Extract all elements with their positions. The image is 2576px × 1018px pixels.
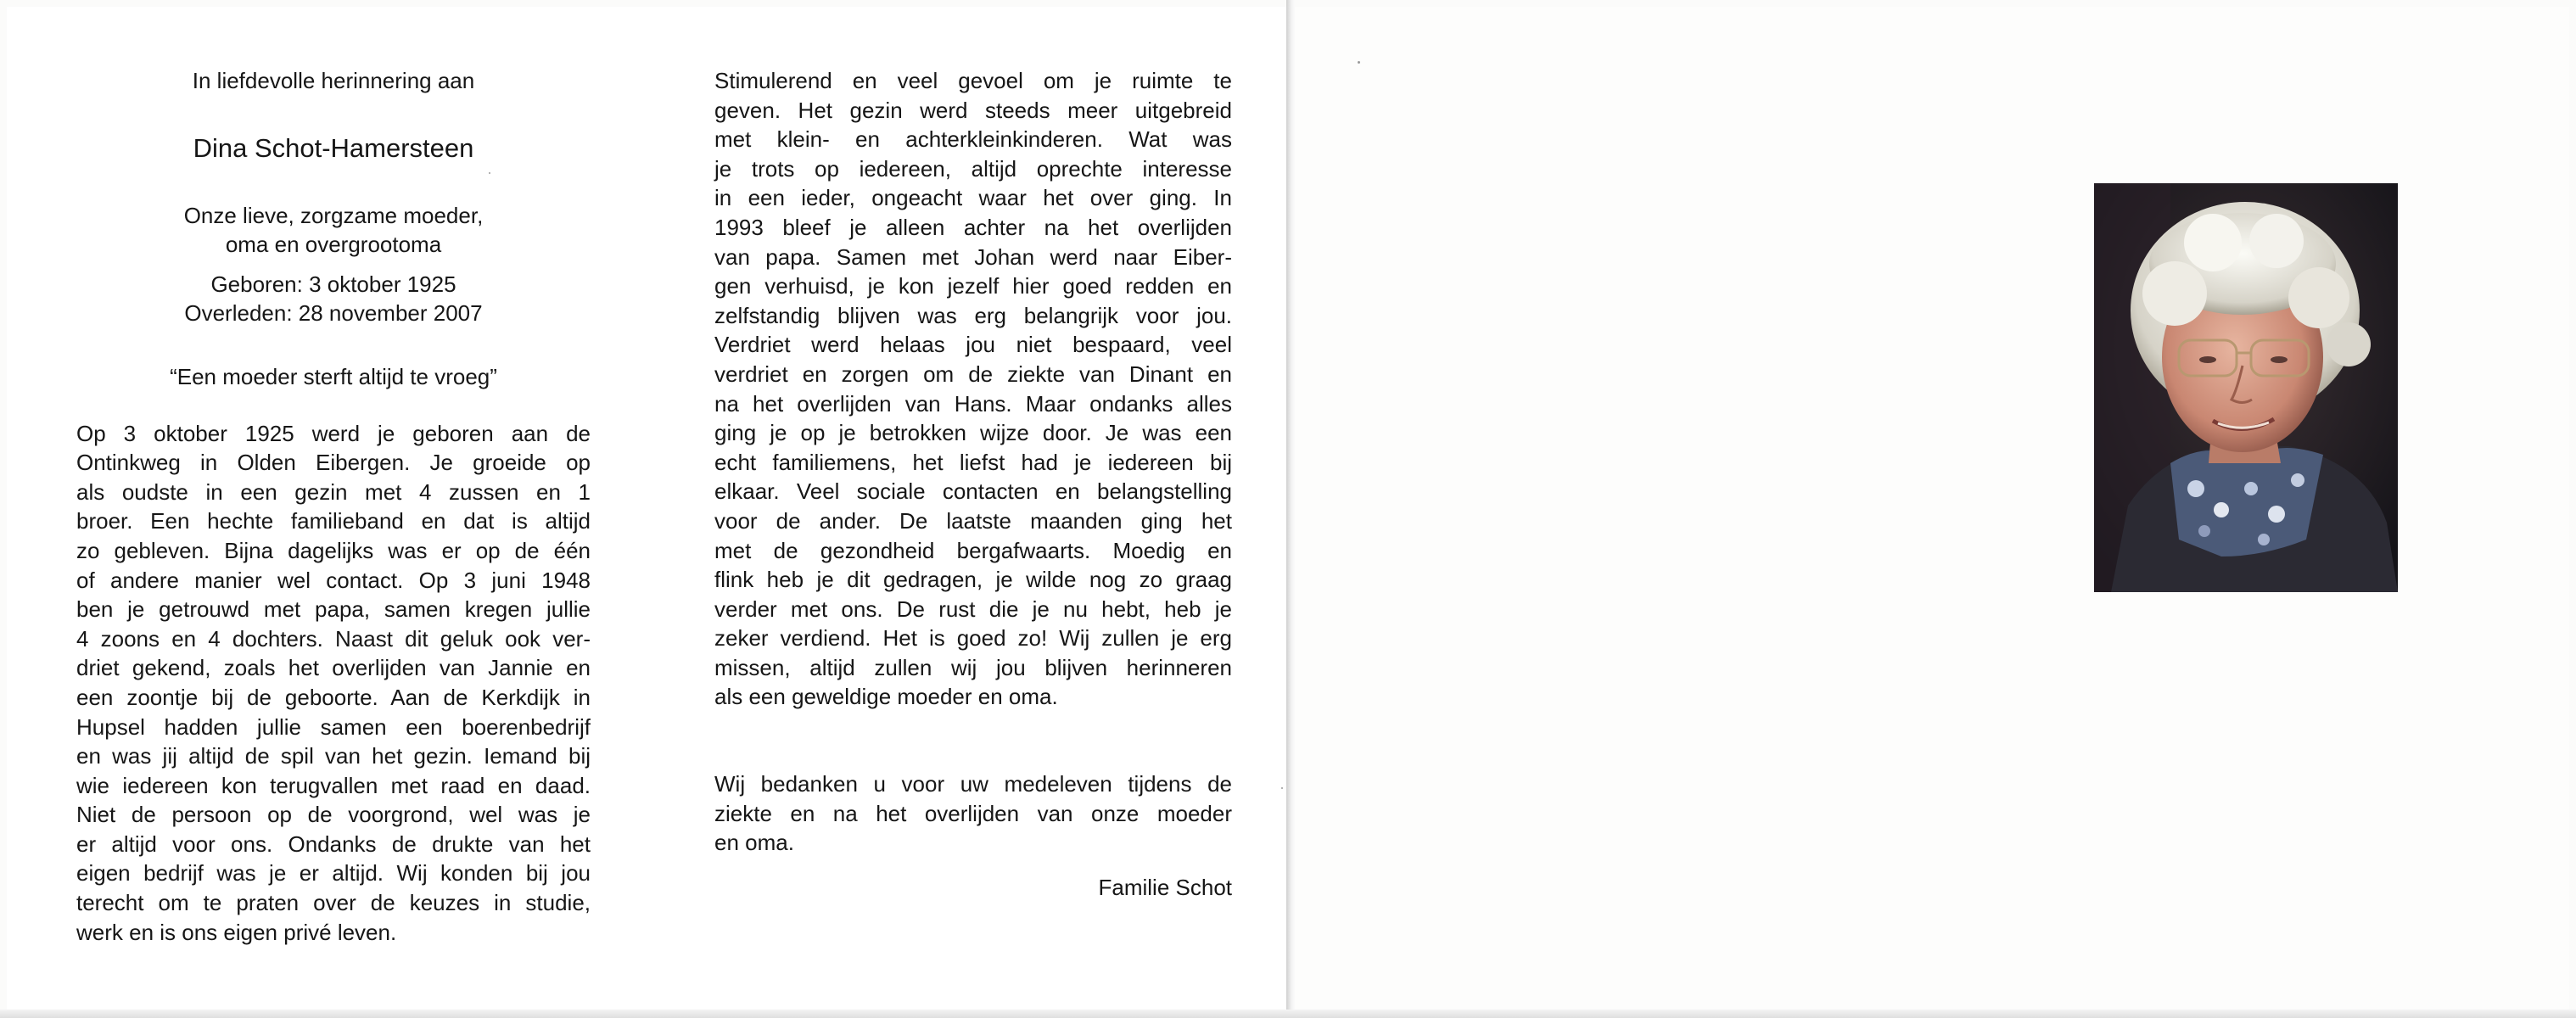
signature: Familie Schot [1098,874,1232,900]
text-line: van papa. Samen met Johan werd naar Eiber- [714,243,1232,270]
dust-speck [1281,787,1283,789]
text-line: Stimulerend en veel gevoel om je ruimte te [714,68,1232,93]
text-line: als oudste in een gezin met 4 zussen en 1 [76,478,591,505]
text-line: na het overlijden van Hans. Maar ondanks alles [714,390,1232,417]
text-line: Niet de persoon op de voorgrond, wel was je [76,802,591,828]
portrait-photo [2094,183,2398,592]
left-column [76,66,591,947]
description [76,201,591,260]
text-line: ging je op je betrokken wijze door. Je was een [714,420,1232,446]
deceased-name: Dina Schot-Hamersteen [193,132,474,163]
text-line: zeker verdiend. Het is goed zo! Wij zullen je erg [714,625,1232,652]
scan-edge [0,1010,2576,1018]
dates [76,270,591,328]
text-line: er altijd voor ons. Ondanks de drukte van het [76,831,591,857]
intro-text: In liefdevolle herinnering aan [192,68,475,93]
thanks-text [714,769,1232,858]
text-line: 1993 bleef je alleen achter na het overlijden [714,214,1232,240]
text-line: Wij bedanken u voor uw medeleven tijdens de [714,771,1232,797]
text-line: met de gezondheid bergafwaarts. Moedig en [714,537,1232,563]
story-continued [714,66,1232,712]
text-line: eigen bedrijf was je er altijd. Wij konden bij jou [76,860,591,887]
text-line: missen, altijd zullen wij jou blijven herinneren [714,654,1232,680]
text-line: echt familiemens, het liefst had je iedereen bij [714,449,1232,475]
death-date: Overleden: 28 november 2007 [184,300,483,327]
text-line: wie iedereen kon terugvallen met raad en daad. [76,772,591,798]
middle-column [714,66,1232,902]
text-line: Verdriet werd helaas jou niet bespaard, veel [714,332,1232,358]
text-line: ben je getrouwd met papa, samen kregen jullie [76,596,591,623]
text-line: terecht om te praten over de keuzes in studie, [76,890,591,916]
text-line: werk en is ons eigen privé leven. [76,919,397,945]
text-line: verder met ons. De rust die je nu hebt, heb je [714,596,1232,622]
text-line: een zoontje bij de geboorte. Aan de Kerkdijk in [76,684,591,710]
text-line: Op 3 oktober 1925 werd je geboren aan de [76,420,591,446]
text-line: 4 zoons en 4 dochters. Naast dit geluk ook ver- [76,625,591,652]
text-line: flink heb je dit gedragen, je wilde nog zo graag [714,567,1232,593]
text-line: broer. Een hechte familieband en dat is altijd [76,508,591,534]
description-line: Onze lieve, zorgzame moeder, [183,202,484,228]
text-line: ziekte en na het overlijden van onze moeder [714,800,1232,826]
text-line: zo gebleven. Bijna dagelijks was er op de één [76,537,591,563]
text-line: je trots op iedereen, altijd oprechte interesse [714,155,1232,182]
text-line: in een ieder, ongeacht waar het over ging. In [714,185,1232,211]
text-line: voor de ander. De laatste maanden ging het [714,507,1232,534]
text-line: elkaar. Veel sociale contacten en belangstelling [714,478,1232,505]
text-line: gen verhuisd, je kon jezelf hier goed redden en [714,273,1232,299]
card-fold [1286,0,1295,1018]
text-line: als een geweldige moeder en oma. [714,684,1058,710]
description-line: oma en overgrootoma [225,232,442,258]
text-line: en oma. [714,830,794,856]
text-line: met klein- en achterkleinkinderen. Wat was [714,126,1232,153]
text-line: Ontinkweg in Olden Eibergen. Je groeide op [76,450,591,476]
text-line: geven. Het gezin werd steeds meer uitgebreid [714,97,1232,123]
text-line: driet gekend, zoals het overlijden van Jannie en [76,655,591,681]
birth-date: Geboren: 3 oktober 1925 [210,271,456,297]
quote: “Een moeder sterft altijd te vroeg” [170,363,497,389]
dust-speck [1358,61,1360,64]
text-line: en was jij altijd de spil van het gezin. Iemand bij [76,743,591,769]
text-line: zelfstandig blijven was erg belangrijk voor jou. [714,302,1232,328]
story-text [76,419,591,948]
text-line: of andere manier wel contact. Op 3 juni 1948 [76,567,591,593]
text-line: verdriet en zorgen om de ziekte van Dinant en [714,361,1232,387]
text-line: Hupsel hadden jullie samen een boerenbedrijf [76,713,591,740]
